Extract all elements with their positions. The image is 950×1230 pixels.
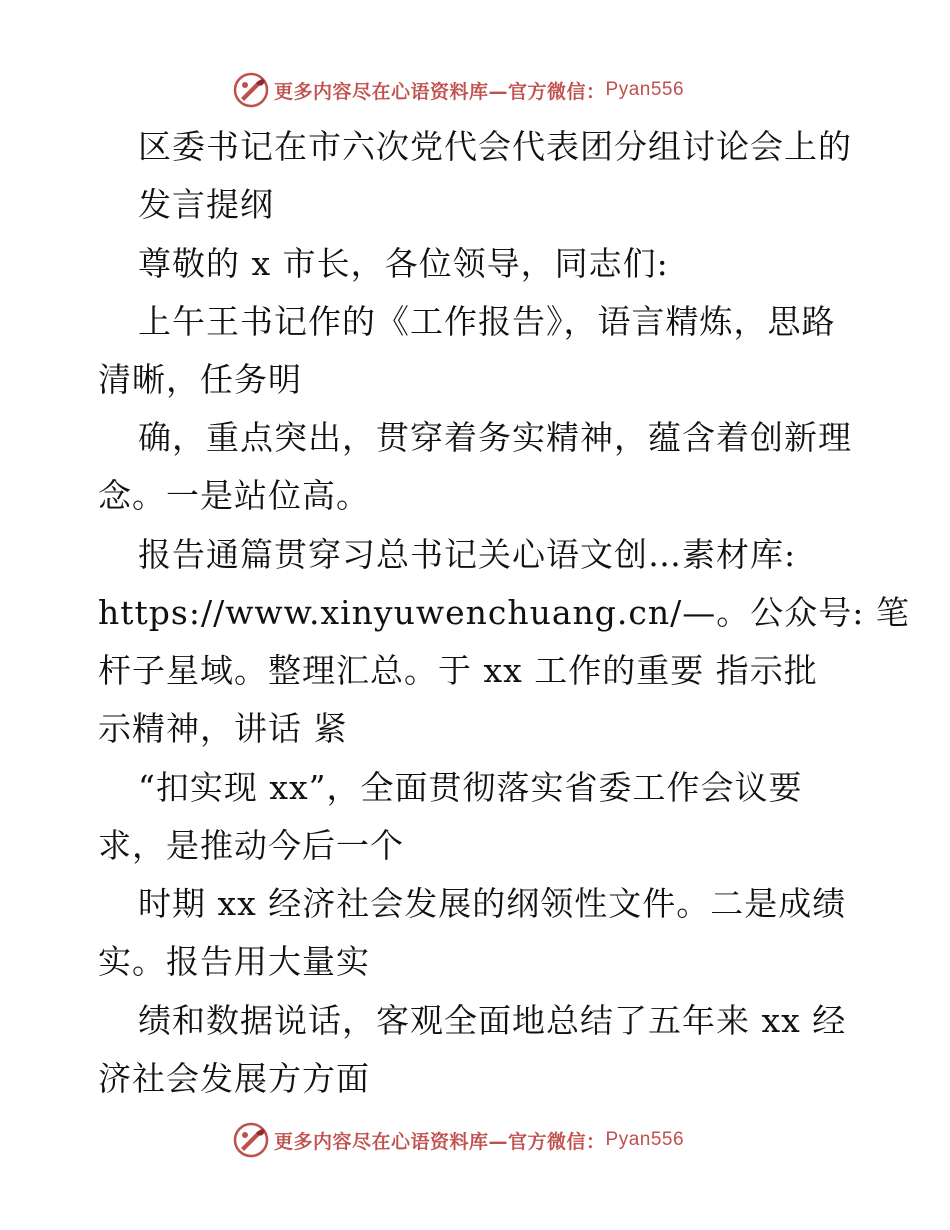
body-line: 发言提纲 [138, 185, 274, 224]
body-line: https://www.xinyuwenchuang.cn/—。公众号: 笔 [98, 593, 910, 632]
footer-banner [232, 1120, 684, 1160]
body-line: 区委书记在市六次党代会代表团分组讨论会上的 [138, 127, 852, 166]
body-line: 念。一是站位高。 [98, 476, 370, 515]
banner-contact: Pyan556 [605, 79, 685, 100]
body-line: 济社会发展方方面 [98, 1059, 370, 1098]
body-line: 上午王书记作的《工作报告》，语言精炼，思路 [138, 302, 836, 341]
header-banner [232, 70, 684, 110]
body-line: 确，重点突出，贯穿着务实精神，蕴含着创新理 [138, 418, 852, 457]
banner-contact: Pyan556 [605, 1129, 685, 1150]
body-line: 绩和数据说话，客观全面地总结了五年来 xx 经 [138, 1001, 847, 1040]
body-line: 杆子星域。整理汇总。于 xx 工作的重要 指示批 [98, 651, 818, 690]
body-line: 实。报告用大量实 [98, 942, 370, 981]
body-line: 示精神，讲话 紧 [98, 709, 348, 748]
body-line: “扣实现 xx”，全面贯彻落实省委工作会议要 [138, 768, 803, 807]
quill-seal-icon [232, 1121, 270, 1159]
quill-seal-icon [232, 71, 270, 109]
body-line: 时期 xx 经济社会发展的纲领性文件。二是成绩 [138, 884, 847, 923]
body-line: 报告通篇贯穿习总书记关心语文创…素材库: [138, 535, 797, 574]
banner-text: 更多内容尽在心语资料库—官方微信： [274, 80, 606, 103]
body-line: 求，是推动今后一个 [98, 826, 404, 865]
body-line: 清晰，任务明 [98, 360, 302, 399]
body-line: 尊敬的 x 市长，各位领导，同志们: [138, 244, 669, 283]
banner-text: 更多内容尽在心语资料库—官方微信： [274, 1130, 606, 1153]
